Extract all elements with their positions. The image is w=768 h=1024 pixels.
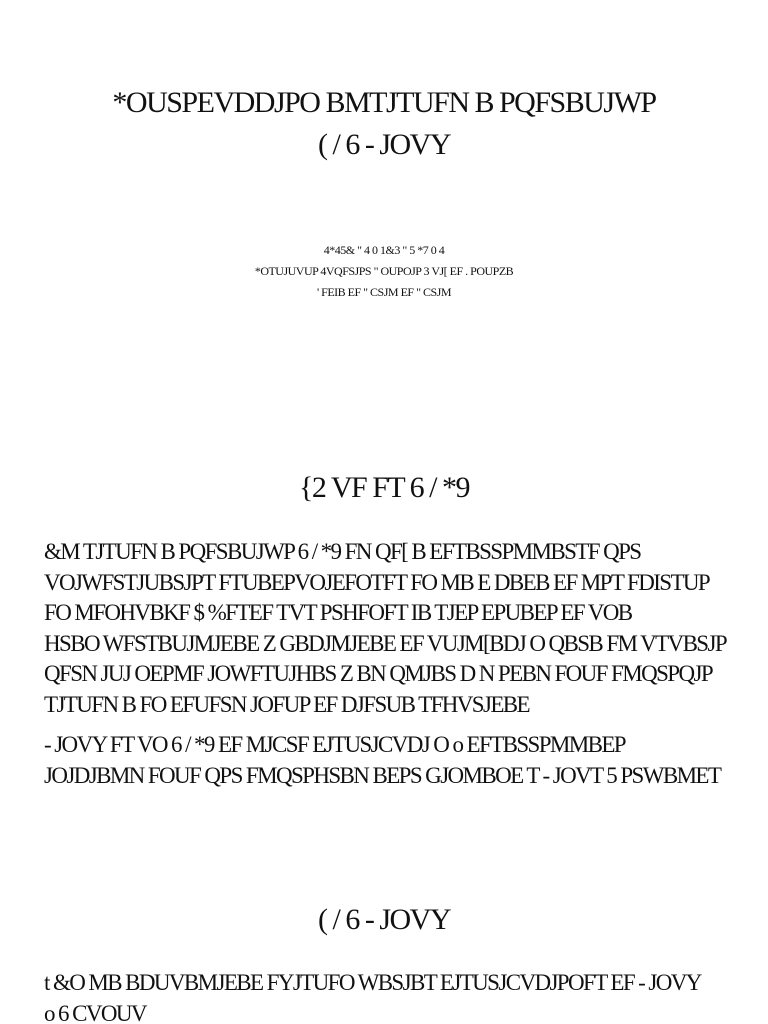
document-title-line-2: ( / 6 - JOVY: [318, 128, 450, 161]
author-line: 4*45& " 4 0 1&3 " 5 *7 0 4: [323, 243, 445, 257]
paragraph-line: VOJWFSTJUBSJPT FTUBEPVOJEFOTFT FO MB E DBEB EF MPT FDISTUP: [44, 569, 710, 595]
document-title-line-1: *OUSPEVDDJPO BMTJTUFN B PQFSBUJWP: [112, 86, 656, 119]
section-heading-what-is-unix: {2 VF FT 6 / *9: [298, 471, 469, 504]
paragraph-line: QFSN JUJ OEPMF JOWFTUJHBS Z BN QMJBS D N PEBN FOUF FMQSPQJP: [44, 661, 713, 686]
paragraph-line: FO MFOHVBKF $ %FTEF TVT PSHFOFT IB TJEP EPUBEP EF VOB: [44, 600, 632, 625]
paragraph-unix-history: [44, 537, 734, 720]
paragraph-linux-intro: [44, 730, 734, 791]
paragraph-line: - JOVY FT VO 6 / *9 EF MJCSF EJTUSJCVDJ O o EFTBSSPMMBEP: [44, 732, 625, 757]
section-heading-gnu-linux: ( / 6 - JOVY: [318, 903, 450, 936]
paragraph-line: &M TJTUFN B PQFSBUJWP 6 / *9 FN QF[ B EFTBSSPMMBSTF QPS: [44, 539, 641, 564]
date-line: ' FEIB EF " CSJM EF " CSJM: [316, 285, 451, 299]
bullet-list-distributions: [44, 968, 734, 1024]
list-item: o 6 CVOUV: [44, 1000, 146, 1024]
paragraph-line: TJTUFN B FO EFUFSN JOFUP EF DJFSUB TFHVSJEBE: [44, 691, 529, 717]
paragraph-line: JOJDJBMN FOUF QPS FMQSPHSBN BEPS GJOMBOE T - JOVT 5 PSWBMET: [44, 762, 721, 788]
list-item: t &O MB BDUVBMJEBE FYJTUFO WBSJBT EJTUSJCVDJPOFT EF - JOVY: [44, 970, 701, 995]
paragraph-line: HSBO WFSTBUJMJEBE Z GBDJMJEBE EF VUJM[BDJ O QBSB FM VTVBSJP: [44, 630, 727, 656]
institution-line: *OTUJUVUP 4VQFSJPS " OUPOJP 3 VJ[ EF . POUPZB: [254, 264, 514, 278]
